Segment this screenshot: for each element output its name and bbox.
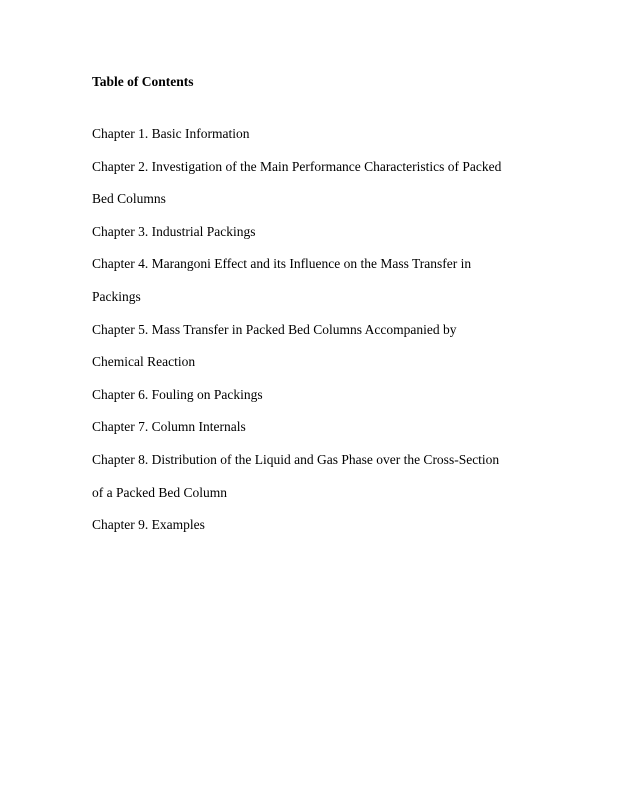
toc-entry-chapter-3[interactable]: Chapter 3. Industrial Packings <box>92 223 256 239</box>
toc-entry-chapter-8[interactable]: Chapter 8. Distribution of the Liquid and Gas Phase over the Cross-Section <box>92 451 500 467</box>
toc-entry-chapter-8-continued[interactable]: of a Packed Bed Column <box>92 484 227 500</box>
toc-entry-chapter-7[interactable]: Chapter 7. Column Internals <box>92 419 246 435</box>
toc-entry-chapter-2-continued[interactable]: Bed Columns <box>92 191 166 207</box>
toc-heading: Table of Contents <box>92 74 194 89</box>
toc-entry-chapter-6[interactable]: Chapter 6. Fouling on Packings <box>92 386 263 402</box>
toc-entry-chapter-4-continued[interactable]: Packings <box>92 288 141 304</box>
toc-entry-chapter-5-continued[interactable]: Chemical Reaction <box>92 354 196 370</box>
toc-entry-chapter-5[interactable]: Chapter 5. Mass Transfer in Packed Bed Columns Accompanied by <box>92 321 457 337</box>
toc-entry-chapter-1[interactable]: Chapter 1. Basic Information <box>92 126 250 141</box>
toc-entry-chapter-2[interactable]: Chapter 2. Investigation of the Main Performance Characteristics of Packed <box>92 158 502 174</box>
toc-entry-chapter-4[interactable]: Chapter 4. Marangoni Effect and its Influence on the Mass Transfer in <box>92 256 472 272</box>
toc-list <box>92 118 532 542</box>
toc-entry-chapter-9[interactable]: Chapter 9. Examples <box>92 517 205 533</box>
